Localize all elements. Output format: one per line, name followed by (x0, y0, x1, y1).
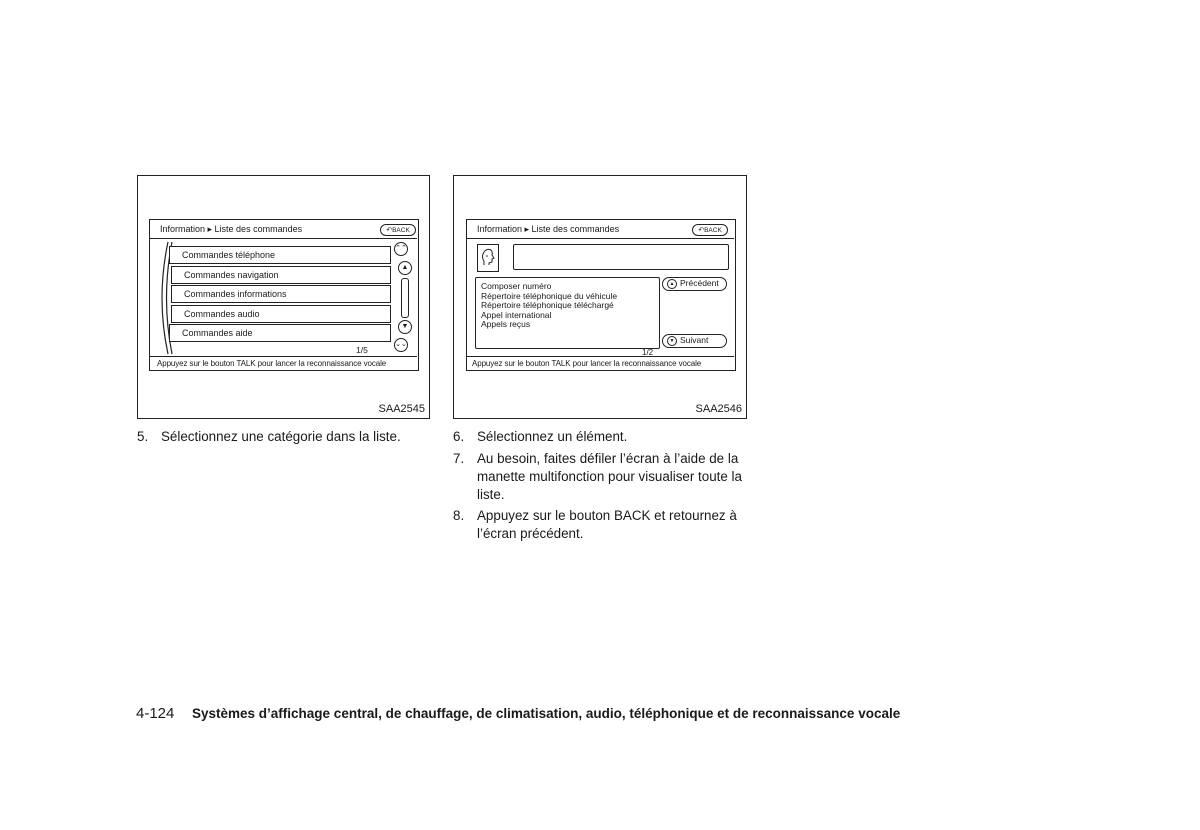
back-button[interactable] (380, 224, 416, 236)
back-button[interactable] (692, 224, 728, 236)
title-divider (467, 238, 734, 239)
step-text: Sélectionnez un élément. (477, 429, 628, 444)
page-indicator: 1/5 (356, 345, 368, 355)
title-divider (150, 238, 417, 239)
next-button[interactable]: ▼ Suivant (662, 334, 727, 348)
recognition-text-field (513, 244, 729, 270)
step-8 (453, 507, 753, 545)
screen-title: Information ▸ Liste des commandes (477, 224, 620, 234)
back-arrow-icon: ↶ (386, 227, 393, 234)
list-item[interactable]: Commandes navigation (171, 266, 391, 284)
step-text: l’écran précédent. (477, 526, 584, 541)
step-number: 6. (453, 429, 465, 444)
bottom-divider (467, 356, 734, 357)
step-number: 8. (453, 508, 465, 523)
figure-right (453, 175, 747, 419)
scroll-up-icon[interactable]: ▲ (398, 261, 412, 275)
talk-hint: Appuyez sur le bouton TALK pour lancer la reconnaissance vocale (472, 359, 702, 368)
step-text: Au besoin, faites défiler l’écran à l’aide de la (477, 451, 739, 466)
command-line[interactable]: Répertoire téléphonique téléchargé (481, 300, 614, 311)
back-label: BACK (392, 227, 410, 234)
step-number: 5. (137, 429, 149, 444)
page-up-icon: ▲ (667, 279, 677, 289)
command-line[interactable]: Appel international (481, 309, 552, 320)
step-7 (453, 450, 753, 506)
scrollbar[interactable] (401, 278, 409, 318)
page-number: 4-124 (136, 705, 175, 722)
screen-title: Information ▸ Liste des commandes (160, 224, 303, 234)
screen-command-list (466, 219, 736, 371)
list-item[interactable]: Commandes aide (169, 324, 391, 342)
step-number: 7. (453, 451, 465, 466)
figure-code: SAA2545 (378, 403, 425, 415)
command-line[interactable]: Composer numéro (481, 281, 552, 291)
step-5 (137, 428, 437, 448)
figure-left (137, 175, 430, 419)
step-text: liste. (477, 487, 505, 502)
figure-code: SAA2546 (695, 403, 742, 415)
page-down-icon[interactable]: ⌄⌄ (394, 338, 408, 352)
page-indicator: 1/2 (642, 348, 654, 357)
section-title: Systèmes d’affichage central, de chauffage, de climatisation, audio, téléphonique et de reconnaissance vocale (192, 706, 901, 721)
command-line[interactable]: Répertoire téléphonique du véhicule (481, 290, 618, 301)
previous-button[interactable]: ▲ Précédent (662, 277, 727, 291)
step-text: Appuyez sur le bouton BACK et retournez à (477, 508, 737, 523)
back-arrow-icon: ↶ (698, 227, 705, 234)
step-6 (453, 428, 753, 448)
scroll-down-icon[interactable]: ▼ (398, 320, 412, 334)
list-item[interactable]: Commandes audio (171, 305, 391, 323)
bottom-divider (150, 356, 417, 357)
step-text: Sélectionnez une catégorie dans la liste. (161, 429, 401, 444)
page-up-icon[interactable]: ⌃⌃ (394, 242, 408, 256)
voice-head-icon (477, 244, 499, 272)
list-item[interactable]: Commandes informations (171, 285, 391, 303)
step-text: manette multifonction pour visualiser toute la (477, 469, 742, 484)
screen-command-categories (149, 219, 419, 371)
list-item[interactable]: Commandes téléphone (169, 246, 391, 264)
back-label: BACK (704, 227, 722, 234)
command-line[interactable]: Appels reçus (481, 319, 531, 330)
page-down-icon: ▼ (667, 336, 677, 346)
talk-hint: Appuyez sur le bouton TALK pour lancer la reconnaissance vocale (157, 359, 387, 368)
